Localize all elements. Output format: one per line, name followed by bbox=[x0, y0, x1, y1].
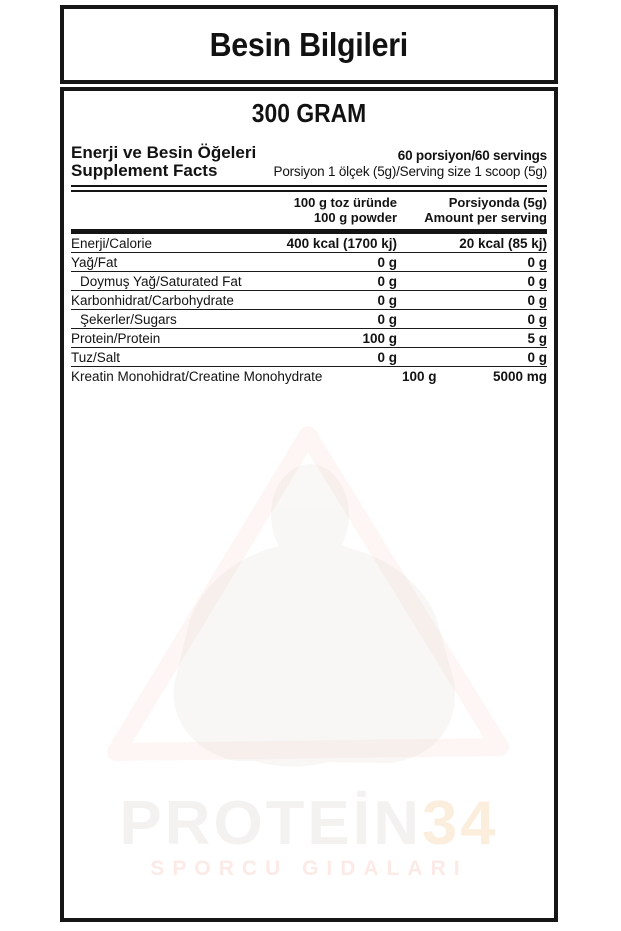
serving-info bbox=[274, 148, 547, 180]
table-row-protein: Protein/Protein 100 g 5 g bbox=[71, 329, 547, 348]
column-header-per-serving: Porsiyonda (5g) Amount per serving bbox=[424, 195, 547, 225]
double-rule-divider bbox=[71, 185, 547, 192]
table-row-saturated-fat: Doymuş Yağ/Saturated Fat 0 g 0 g bbox=[71, 272, 547, 291]
net-weight: 300 GRAM bbox=[251, 98, 367, 128]
brand-name-orange: 34 bbox=[422, 789, 499, 858]
column-header-per-100g: 100 g toz üründe 100 g powder bbox=[293, 195, 397, 225]
table-row-carbohydrate: Karbonhidrat/Carbohydrate 0 g 0 g bbox=[71, 291, 547, 310]
facts-header-title-en: Supplement Facts bbox=[71, 161, 218, 180]
table-row-fat: Yağ/Fat 0 g 0 g bbox=[71, 253, 547, 272]
facts-header bbox=[64, 144, 554, 180]
column-headers bbox=[64, 192, 554, 229]
brand-name-gray: PROTEİN bbox=[119, 789, 423, 858]
brand-watermark-tagline: SPORCU GIDALARI bbox=[150, 857, 468, 880]
column-header-spacer bbox=[71, 196, 242, 225]
table-row-salt: Tuz/Salt 0 g 0 g bbox=[71, 348, 547, 367]
brand-watermark-text bbox=[59, 788, 559, 859]
table-row-sugars: Şekerler/Sugars 0 g 0 g bbox=[71, 310, 547, 329]
table-row-energy: Enerji/Calorie 400 kcal (1700 kj) 20 kcal (85 kj) bbox=[71, 234, 547, 253]
facts-header-title-tr: Enerji ve Besin Öğeleri bbox=[71, 143, 257, 162]
servings-count: 60 porsiyon/60 servings bbox=[397, 148, 547, 163]
net-weight-line bbox=[64, 98, 554, 129]
table-row-creatine-monohydrate: Kreatin Monohidrat/Creatine Monohydrate 100 g 5000 mg bbox=[71, 369, 547, 384]
serving-size: Porsiyon 1 ölçek (5g)/Serving size 1 scoop (5g) bbox=[273, 164, 547, 179]
label-title: Besin Bilgileri bbox=[209, 25, 409, 63]
nutrition-table bbox=[71, 234, 547, 386]
label-title-box bbox=[60, 5, 558, 84]
triangle-bodybuilder-watermark-logo bbox=[104, 423, 524, 788]
label-body bbox=[60, 87, 558, 922]
facts-header-title bbox=[71, 144, 256, 180]
